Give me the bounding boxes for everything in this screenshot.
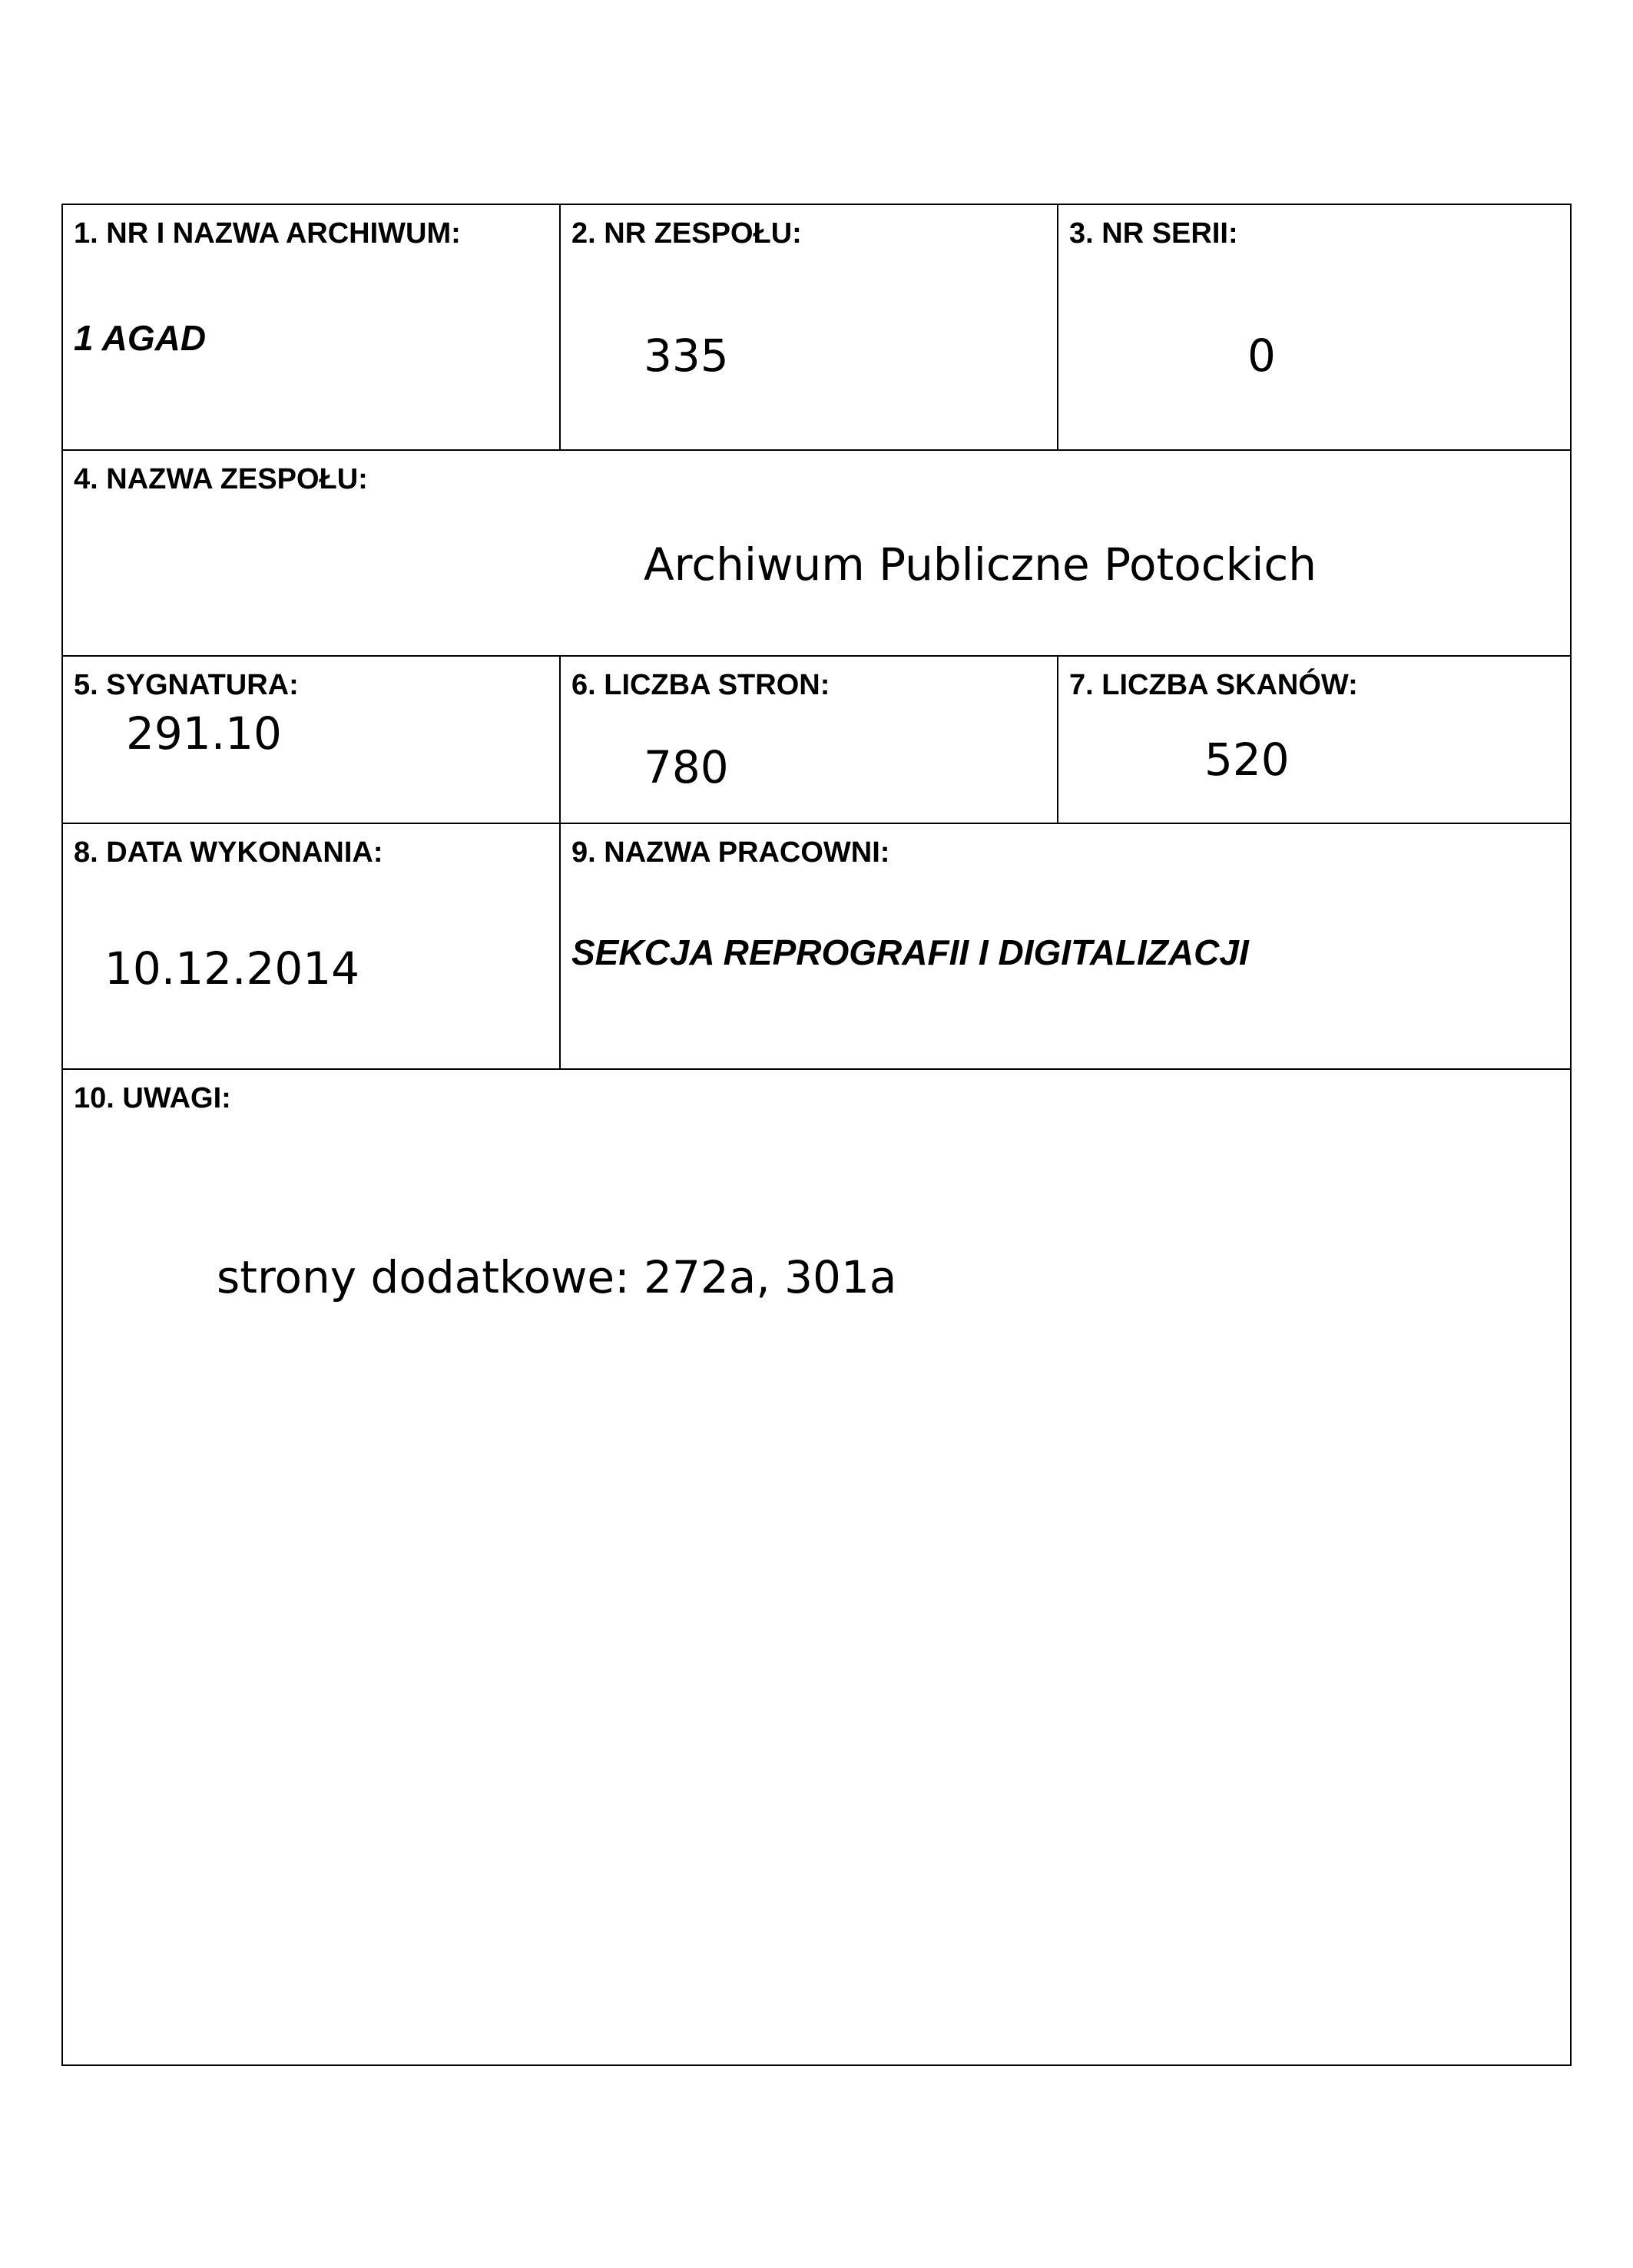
fonds-number-cell — [561, 205, 1058, 451]
fonds-name-label: 4. NAZWA ZESPOŁU: — [74, 463, 368, 495]
fonds-number-label: 2. NR ZESPOŁU: — [571, 217, 802, 250]
archive-value: 1 AGAD — [74, 318, 207, 358]
archive-cell — [63, 205, 561, 451]
series-number-label: 3. NR SERII: — [1069, 217, 1238, 250]
workshop-label: 9. NAZWA PRACOWNI: — [571, 836, 890, 869]
fonds-name-cell — [63, 451, 1570, 657]
pages-count-label: 6. LICZBA STRON: — [571, 669, 830, 701]
archive-form — [61, 204, 1572, 2066]
workshop-cell — [561, 824, 1570, 1070]
fonds-number-value: 335 — [644, 329, 729, 382]
scans-count-value: 520 — [1204, 733, 1290, 786]
pages-count-cell — [561, 657, 1058, 824]
remarks-label: 10. UWAGI: — [74, 1082, 231, 1114]
signature-cell — [63, 657, 561, 824]
remarks-value: strony dodatkowe: 272a, 301a — [217, 1251, 897, 1303]
series-number-value: 0 — [1247, 329, 1276, 382]
scans-count-label: 7. LICZBA SKANÓW: — [1069, 669, 1358, 701]
date-cell — [63, 824, 561, 1070]
signature-label: 5. SYGNATURA: — [74, 669, 299, 701]
workshop-value: SEKCJA REPROGRAFII I DIGITALIZACJI — [571, 932, 1249, 972]
date-value: 10.12.2014 — [104, 942, 360, 995]
pages-count-value: 780 — [644, 741, 729, 793]
archive-label: 1. NR I NAZWA ARCHIWUM: — [74, 217, 461, 250]
remarks-cell — [63, 1070, 1570, 2064]
series-number-cell — [1058, 205, 1570, 451]
signature-value: 291.10 — [126, 707, 282, 760]
fonds-name-value: Archiwum Publiczne Potockich — [644, 538, 1317, 591]
date-label: 8. DATA WYKONANIA: — [74, 836, 383, 869]
scans-count-cell — [1058, 657, 1570, 824]
